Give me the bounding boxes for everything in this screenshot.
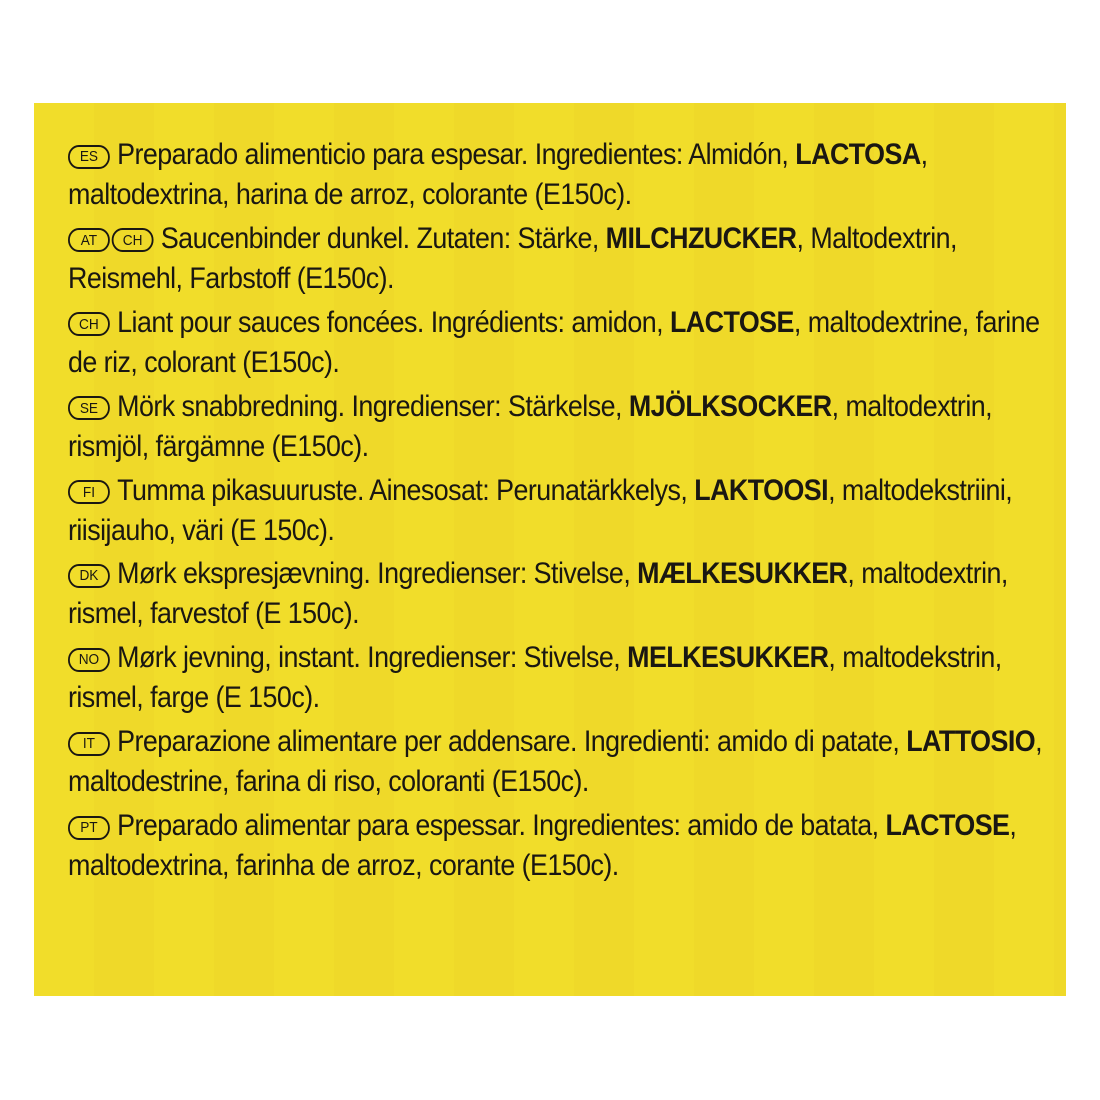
ingredient-text: , maltodextrine, farine de riz, colorant (E150c). xyxy=(68,305,1040,379)
ingredient-text: Preparazione alimentare per addensare. Ingredienti: amido di patate, xyxy=(117,725,907,759)
ingredients-entry-no xyxy=(68,638,1060,718)
ingredients-entry-pt xyxy=(68,806,1060,886)
ingredient-text: Mørk jevning, instant. Ingredienser: Stivelse, xyxy=(117,641,628,675)
country-code-badge-ch: CH xyxy=(112,228,154,252)
country-code-badge-fi: FI xyxy=(68,480,110,504)
country-code-badge-at: AT xyxy=(68,228,110,252)
country-code-badge-it: IT xyxy=(68,732,110,756)
allergen-text: MJÖLKSOCKER xyxy=(628,389,832,423)
ingredients-entry-at-ch xyxy=(68,219,1060,299)
ingredient-text: Mørk ekspresjævning. Ingredienser: Stivelse, xyxy=(117,557,638,591)
ingredient-text: Preparado alimentar para espessar. Ingredientes: amido de batata, xyxy=(117,809,886,843)
ingredient-text: Saucenbinder dunkel. Zutaten: Stärke, xyxy=(160,221,606,255)
country-code-badge-se: SE xyxy=(68,396,110,420)
ingredient-text: , Maltodextrin, Reismehl, Farbstoff (E150c). xyxy=(68,221,957,295)
allergen-text: LACTOSE xyxy=(885,809,1010,843)
ingredient-text: , maltodextrina, harina de arroz, colorante (E150c). xyxy=(68,138,928,211)
ingredients-entry-dk xyxy=(68,554,1060,634)
allergen-text: LATTOSIO xyxy=(906,725,1036,759)
ingredient-text: Tumma pikasuuruste. Ainesosat: Perunatärkkelys, xyxy=(117,473,695,507)
ingredients-list xyxy=(68,135,1046,886)
ingredient-text: , maltodekstrin, rismel, farge (E 150c). xyxy=(68,641,1002,715)
ingredients-entry-fi xyxy=(68,471,1060,551)
ingredients-entry-se xyxy=(68,387,1060,467)
ingredients-entry-it xyxy=(68,722,1060,802)
ingredients-entry-ch xyxy=(68,303,1060,383)
ingredients-label-panel xyxy=(34,103,1066,996)
ingredient-text: , maltodekstriini, riisijauho, väri (E 150c). xyxy=(68,473,1013,547)
allergen-text: LACTOSE xyxy=(669,305,794,339)
ingredient-text: Preparado alimenticio para espesar. Ingredientes: Almidón, xyxy=(117,138,796,171)
country-code-badge-es: ES xyxy=(68,145,110,169)
ingredient-text: , maltodestrine, farina di riso, coloranti (E150c). xyxy=(68,725,1042,799)
ingredient-text: Mörk snabbredning. Ingredienser: Stärkelse, xyxy=(117,389,629,423)
country-code-badge-pt: PT xyxy=(68,816,110,840)
ingredient-text: , maltodextrin, rismel, farvestof (E 150c). xyxy=(68,557,1008,631)
country-code-badge-ch: CH xyxy=(68,312,110,336)
allergen-text: LAKTOOSI xyxy=(694,473,829,507)
allergen-text: MILCHZUCKER xyxy=(605,221,797,255)
country-code-badge-no: NO xyxy=(68,648,110,672)
allergen-text: MELKESUKKER xyxy=(627,641,829,675)
ingredient-text: , maltodextrina, farinha de arroz, corante (E150c). xyxy=(68,809,1017,883)
allergen-text: MÆLKESUKKER xyxy=(637,557,848,591)
ingredients-entry-es xyxy=(68,135,1060,215)
allergen-text: LACTOSA xyxy=(795,138,921,171)
ingredient-text: , maltodextrin, rismjöl, färgämne (E150c). xyxy=(68,389,993,463)
country-code-badge-dk: DK xyxy=(68,564,110,588)
ingredient-text: Liant pour sauces foncées. Ingrédients: amidon, xyxy=(117,305,670,339)
